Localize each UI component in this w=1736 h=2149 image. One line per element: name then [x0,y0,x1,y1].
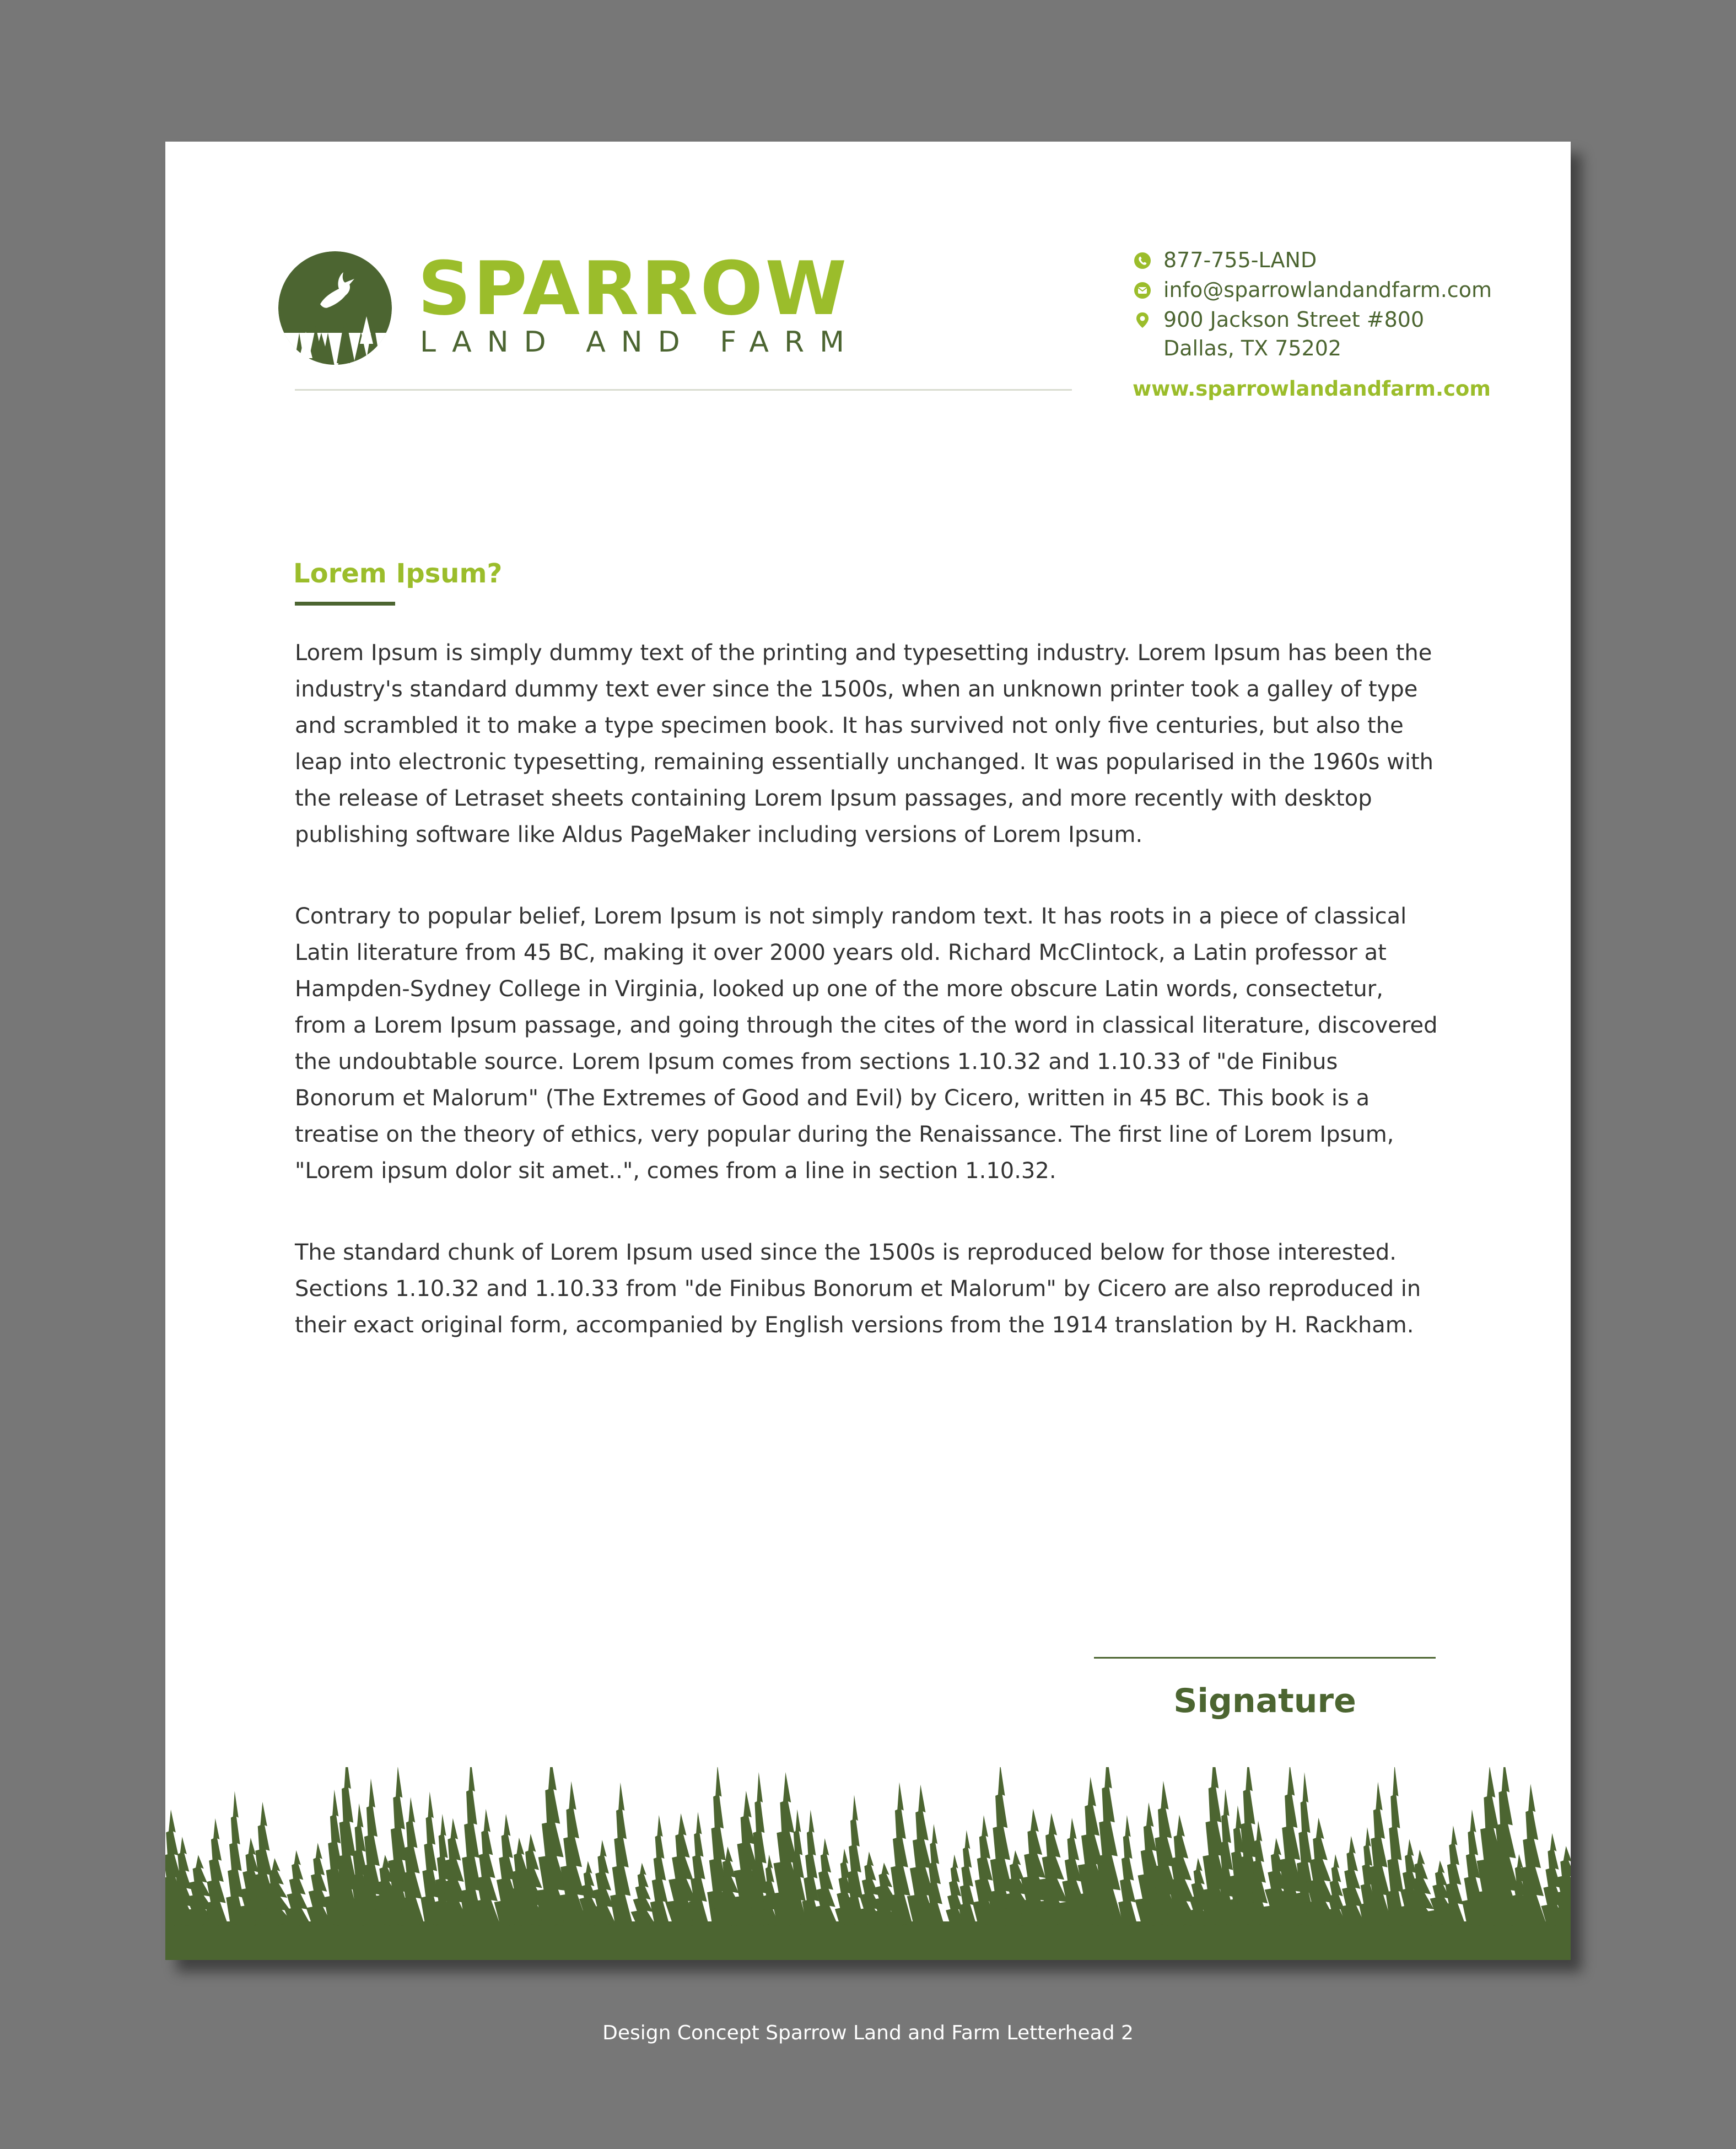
contact-address-line2: Dallas, TX 75202 [1163,336,1342,360]
design-caption: Design Concept Sparrow Land and Farm Letterhead 2 [602,2022,1134,2044]
body-text [295,635,1441,1389]
sparrow-over-pines-icon [277,250,393,366]
location-pin-icon [1134,311,1151,329]
pine-tree [1338,1836,1365,1927]
contact-address-row [1133,305,1551,334]
contact-email-row [1133,275,1551,305]
contact-address-row-2 [1133,333,1551,363]
brand-name: SPARROW [418,246,849,332]
signature-line [1094,1657,1436,1659]
pine-tree [629,1863,655,1927]
contact-block [1133,245,1551,404]
pine-tree [1384,1767,1405,1927]
phone-icon [1134,252,1151,269]
contact-address-line1: 900 Jackson Street #800 [1163,307,1425,332]
paragraph-2: Contrary to popular belief, Lorem Ipsum is not simply random text. It has roots in a piece of classical Latin literature from 45 BC, making it over 2000 years old. Richard McClintock, a Latin professor at Hampden-Sydney College in Virginia, looked up one of the more obscure Latin words, consectetur, from a Lorem Ipsum passage, and going through the cites of the word in classical literature, discovered the undoubtable source. Lorem Ipsum comes from sections 1.10.32 and 1.10.33 of "de Finibus Bonorum et Malorum" (The Extremes of Good and Evil) by Cicero, written in 45 BC. This book is a treatise on the theory of ethics, very popular during the Renaissance. The first line of Lorem Ipsum, "Lorem ipsum dolor sit amet..", comes from a line in section 1.10.32. [295,904,1438,1184]
signature-label: Signature [1173,1682,1356,1720]
pine-forest-silhouette-icon [165,1767,1571,1960]
mail-icon [1134,282,1151,299]
pine-tree [608,1783,633,1927]
header-divider [295,389,1072,391]
contact-phone-row [1133,245,1551,275]
forest-ground [165,1921,1571,1960]
brand-subtitle: LAND AND FARM [420,326,860,359]
letterhead-page [165,142,1571,1960]
pine-tree [1117,1815,1137,1927]
pine-tree [957,1830,976,1927]
pine-tree [203,1818,228,1927]
contact-email[interactable]: info@sparrowlandandfarm.com [1163,278,1492,302]
paragraph-3: The standard chunk of Lorem Ipsum used since the 1500s is reproduced below for those interested. Sections 1.10.32 and 1.10.33 from "de Finibus Bonorum et Malorum" by Cicero are also reproduced in their exact original form, accompanied by English versions from the 1914 translation by H. Rackham. [295,1240,1421,1338]
title-underline [295,602,395,606]
contact-phone[interactable]: 877-755-LAND [1163,248,1317,272]
contact-website[interactable]: www.sparrowlandandfarm.com [1133,377,1491,401]
paragraph-1: Lorem Ipsum is simply dummy text of the printing and typesetting industry. Lorem Ipsum has been the industry's standard dummy text ever since the 1500s, when an unknown printer took a galley of type and scrambled it to make a type specimen book. It has survived not only five centuries, but also the leap into electronic typesetting, remaining essentially unchanged. It was popularised in the 1960s with the release of Letraset sheets containing Lorem Ipsum passages, and more recently with desktop publishing software like Aldus PageMaker including versions of Lorem Ipsum. [295,640,1434,847]
section-title: Lorem Ipsum? [293,558,503,589]
